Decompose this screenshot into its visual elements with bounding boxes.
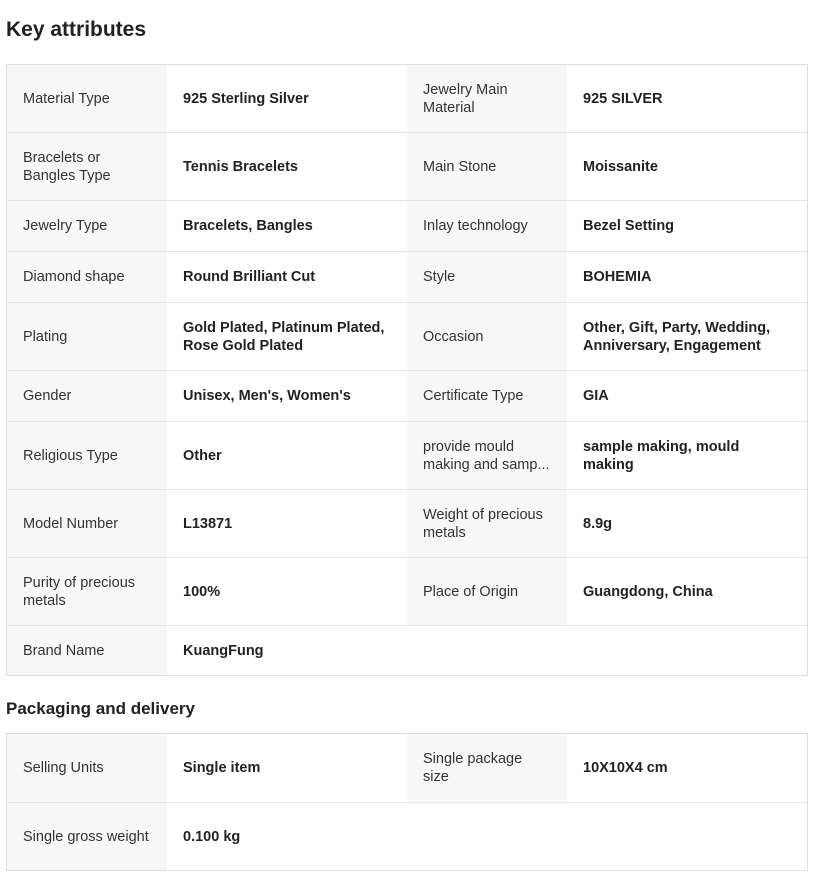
attribute-value: 925 Sterling Silver [167, 65, 407, 132]
attribute-value: Round Brilliant Cut [167, 252, 407, 302]
attribute-label: Religious Type [7, 422, 167, 489]
attribute-row [7, 489, 807, 557]
attribute-value: Bracelets, Bangles [167, 201, 407, 251]
empty-cell [407, 803, 807, 870]
attribute-row [7, 251, 807, 302]
attribute-label: Weight of precious metals [407, 490, 567, 557]
attribute-row [7, 734, 807, 802]
attribute-label: Model Number [7, 490, 167, 557]
attribute-value: Gold Plated, Platinum Plated, Rose Gold Plated [167, 303, 407, 370]
attribute-row [7, 802, 807, 870]
key-attributes-title: Key attributes [6, 18, 147, 41]
attribute-label: Single gross weight [7, 803, 167, 870]
attribute-label: Occasion [407, 303, 567, 370]
attribute-label: Diamond shape [7, 252, 167, 302]
attribute-label: provide mould making and samp... [407, 422, 567, 489]
attribute-row [7, 302, 807, 370]
attribute-row [7, 132, 807, 200]
attribute-label: Certificate Type [407, 371, 567, 421]
attribute-value: 0.100 kg [167, 803, 407, 870]
attribute-label: Brand Name [7, 626, 167, 675]
attribute-label: Plating [7, 303, 167, 370]
attribute-label: Bracelets or Bangles Type [7, 133, 167, 200]
attribute-value: GIA [567, 371, 807, 421]
attribute-value: Tennis Bracelets [167, 133, 407, 200]
attribute-value: sample making, mould making [567, 422, 807, 489]
attribute-value: Guangdong, China [567, 558, 807, 625]
attribute-label: Material Type [7, 65, 167, 132]
attribute-label: Purity of precious metals [7, 558, 167, 625]
attribute-label: Selling Units [7, 734, 167, 802]
attribute-value: Other, Gift, Party, Wedding, Anniversary, Engagement [567, 303, 807, 370]
attribute-label: Place of Origin [407, 558, 567, 625]
attribute-row [7, 200, 807, 251]
attribute-row [7, 557, 807, 625]
attribute-row [7, 421, 807, 489]
attribute-value: Single item [167, 734, 407, 802]
attribute-value: 925 SILVER [567, 65, 807, 132]
attribute-label: Jewelry Type [7, 201, 167, 251]
attribute-value: 8.9g [567, 490, 807, 557]
attribute-label: Single package size [407, 734, 567, 802]
attribute-label: Jewelry Main Material [407, 65, 567, 132]
attribute-value: KuangFung [167, 626, 407, 675]
attribute-value: Other [167, 422, 407, 489]
attribute-value: 10X10X4 cm [567, 734, 807, 802]
attribute-label: Gender [7, 371, 167, 421]
empty-cell [407, 626, 807, 675]
packaging-table [6, 733, 808, 871]
attribute-value: Moissanite [567, 133, 807, 200]
attribute-value: BOHEMIA [567, 252, 807, 302]
attribute-label: Inlay technology [407, 201, 567, 251]
attribute-value: L13871 [167, 490, 407, 557]
attribute-value: Bezel Setting [567, 201, 807, 251]
attribute-label: Main Stone [407, 133, 567, 200]
key-attributes-table [6, 64, 808, 676]
attribute-label: Style [407, 252, 567, 302]
packaging-delivery-title: Packaging and delivery [6, 699, 195, 718]
attribute-row [7, 625, 807, 675]
attribute-row [7, 65, 807, 132]
attribute-value: 100% [167, 558, 407, 625]
attribute-row [7, 370, 807, 421]
attribute-value: Unisex, Men's, Women's [167, 371, 407, 421]
